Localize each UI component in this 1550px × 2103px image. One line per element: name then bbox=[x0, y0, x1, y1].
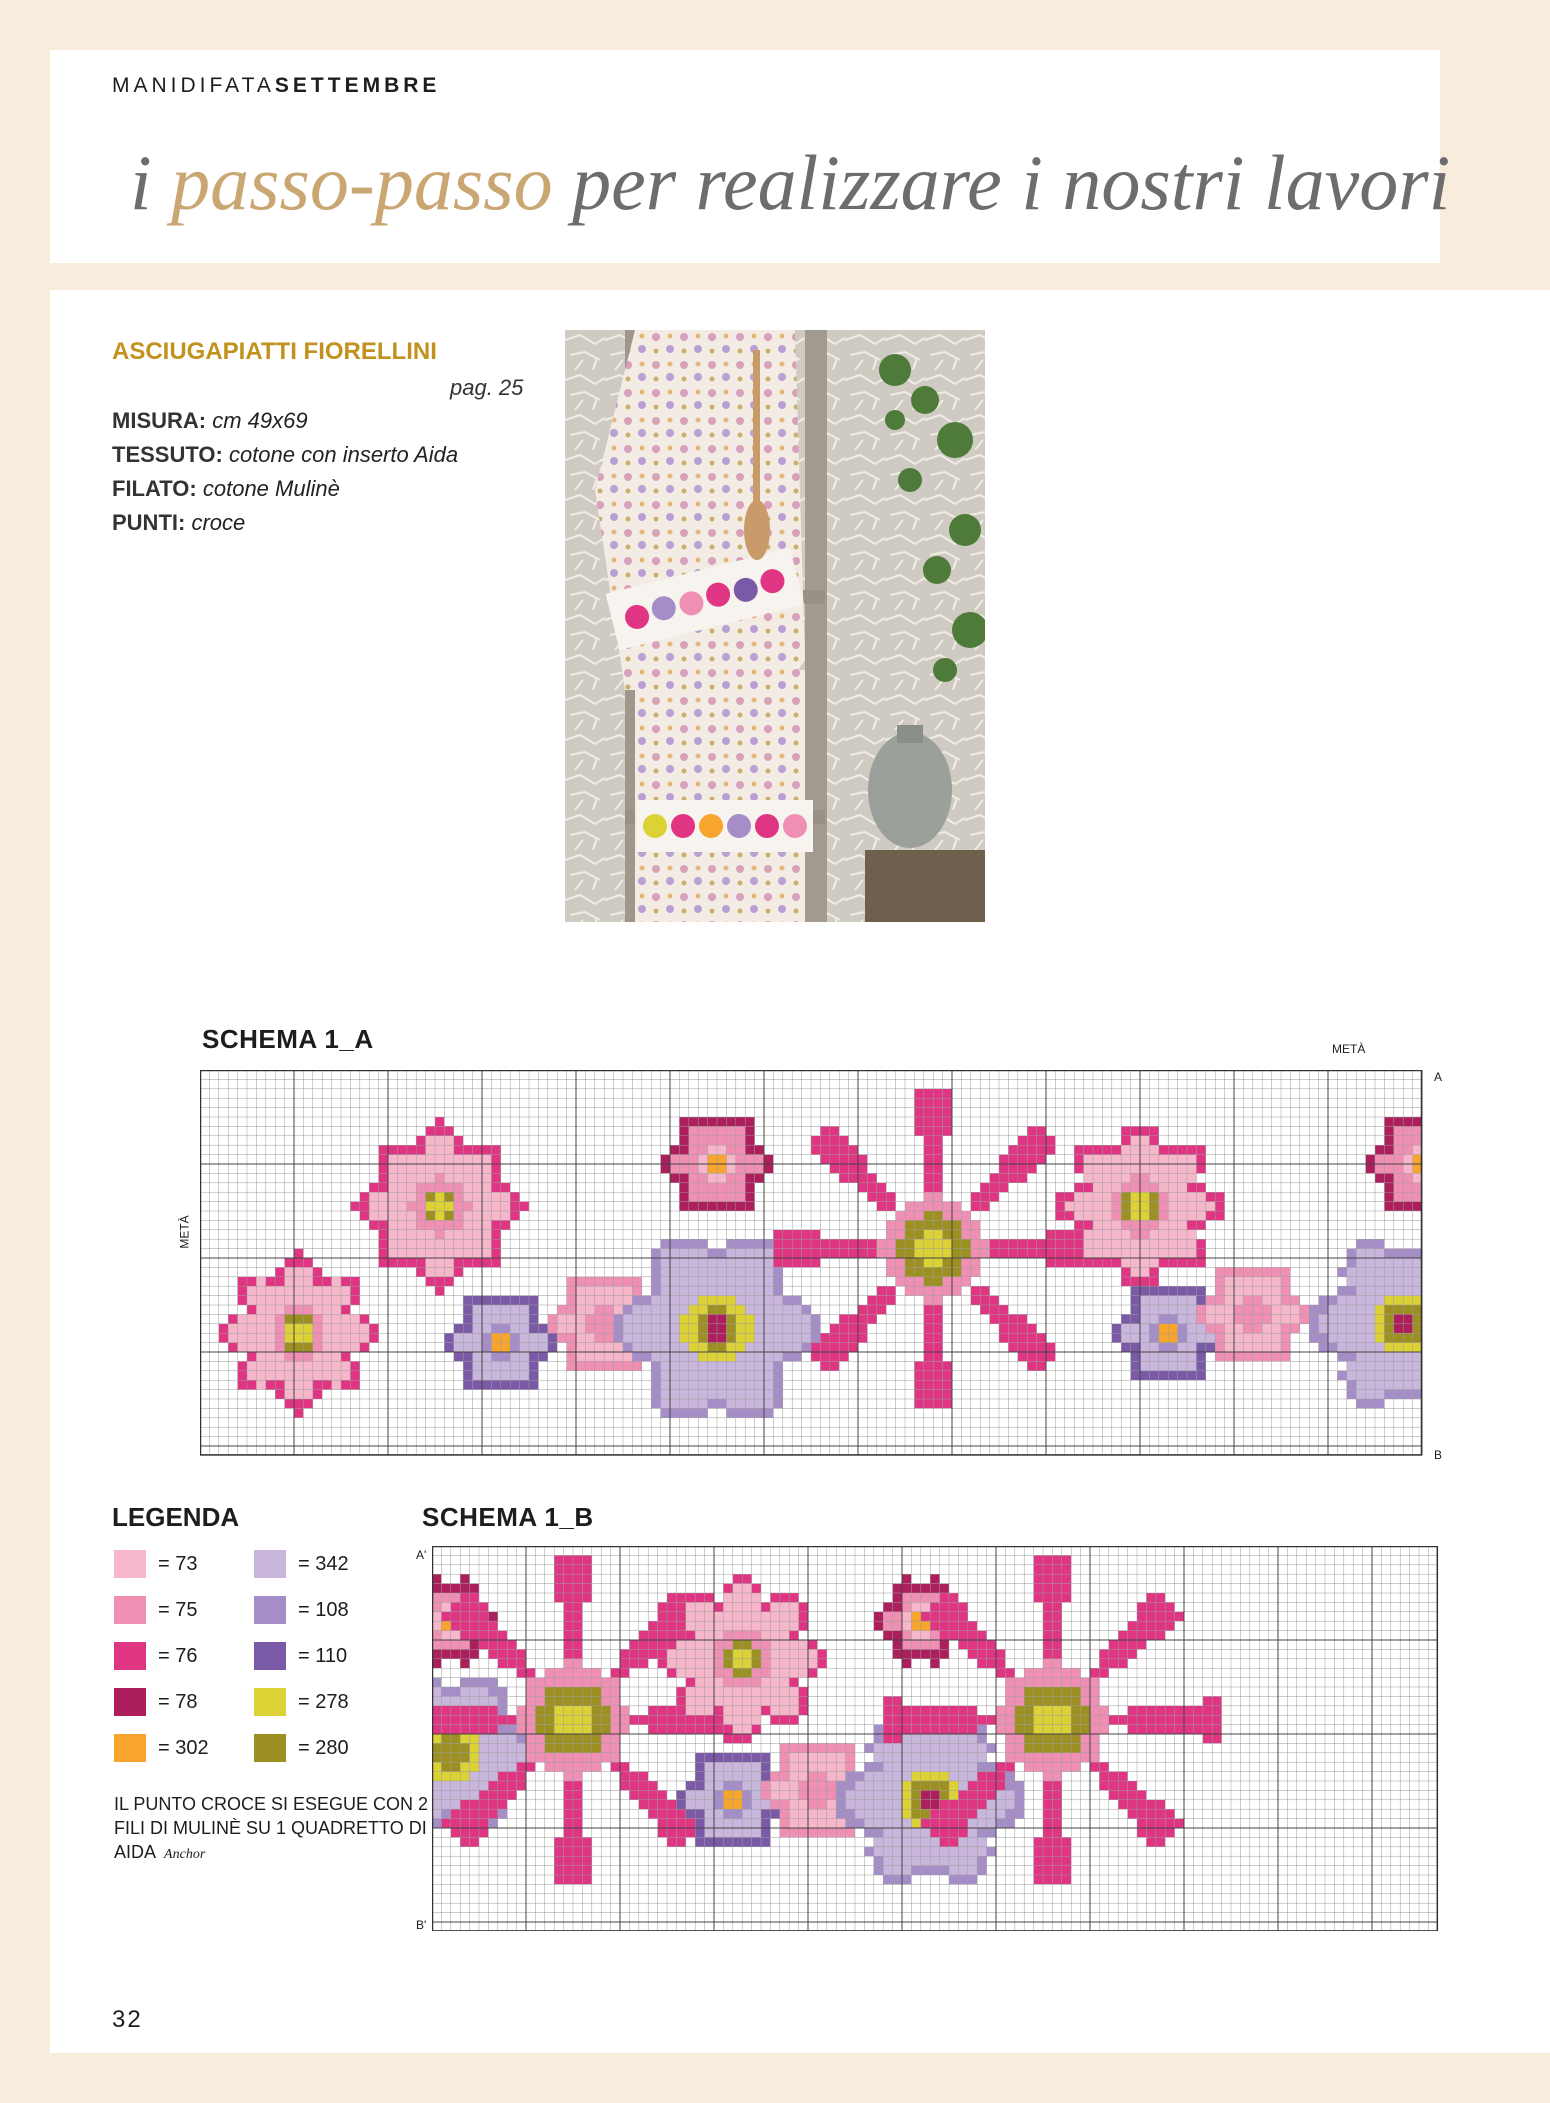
towel-photo bbox=[565, 330, 985, 922]
legend-item bbox=[254, 1688, 349, 1716]
schema-a-label-b: B bbox=[1434, 1448, 1443, 1462]
legend-item bbox=[114, 1688, 197, 1716]
legend-swatch bbox=[254, 1734, 286, 1762]
legend-code: = 78 bbox=[158, 1690, 198, 1713]
legend-item bbox=[114, 1642, 197, 1670]
legend-code: = 342 bbox=[298, 1552, 349, 1575]
legend-code: = 108 bbox=[298, 1598, 349, 1621]
legend-item bbox=[114, 1596, 197, 1624]
schema-b-label-a: A' bbox=[416, 1548, 427, 1562]
schema-b-label-b: B' bbox=[416, 1918, 427, 1932]
legend-item bbox=[254, 1642, 347, 1670]
spec-fabric: TESSUTO: cotone con inserto Aida bbox=[112, 442, 459, 467]
title-post: per realizzare i nostri lavori bbox=[552, 139, 1451, 226]
article-title: ASCIUGAPIATTI FIORELLINI bbox=[112, 338, 437, 365]
legend-swatch bbox=[254, 1688, 286, 1716]
legend-item bbox=[254, 1596, 349, 1624]
schema-a-title: SCHEMA 1_A bbox=[202, 1024, 374, 1054]
magazine-name-light: MANIDIFATA bbox=[112, 74, 275, 97]
spec-size: MISURA: cm 49x69 bbox=[112, 408, 308, 433]
schema-a-chart bbox=[200, 1070, 1430, 1460]
legend-code: = 302 bbox=[158, 1736, 209, 1759]
legend-code: = 280 bbox=[298, 1736, 349, 1759]
legend-swatch bbox=[114, 1734, 146, 1762]
legend-swatch bbox=[114, 1642, 146, 1670]
legend-code: = 73 bbox=[158, 1552, 198, 1575]
anchor-logo: Anchor bbox=[164, 1847, 206, 1862]
legend-note-text: IL PUNTO CROCE SI ESEGUE CON 2 FILI DI MULINÈ SU 1 QUADRETTO DI AIDA bbox=[114, 1794, 429, 1862]
magazine-month: SETTEMBRE bbox=[274, 74, 441, 97]
legend-swatch bbox=[254, 1642, 286, 1670]
legend-item bbox=[114, 1550, 197, 1578]
page-header bbox=[50, 50, 1451, 263]
legend-note bbox=[114, 1792, 434, 1867]
magazine-name bbox=[112, 74, 440, 98]
legend-swatch bbox=[114, 1688, 146, 1716]
legend-code: = 278 bbox=[298, 1690, 349, 1713]
title-accent: passo-passo bbox=[171, 139, 553, 226]
schema-b-title: SCHEMA 1_B bbox=[422, 1502, 594, 1532]
legend-title: LEGENDA bbox=[112, 1502, 240, 1532]
spec-yarn: FILATO: cotone Mulinè bbox=[112, 476, 340, 501]
page-title bbox=[130, 138, 1450, 228]
legend-item bbox=[254, 1734, 349, 1762]
title-pre: i bbox=[130, 139, 172, 226]
schema-a-label-a: A bbox=[1434, 1070, 1443, 1084]
schema-b-chart bbox=[432, 1546, 1442, 1931]
page-number: 32 bbox=[112, 2006, 143, 2033]
legend-code: = 76 bbox=[158, 1644, 198, 1667]
legend-swatch bbox=[254, 1596, 286, 1624]
page-reference: pag. 25 bbox=[450, 375, 524, 400]
legend-swatch bbox=[254, 1550, 286, 1578]
schema-a-meta-left: METÀ bbox=[177, 1215, 192, 1249]
spec-stitch: PUNTI: croce bbox=[112, 510, 246, 535]
legend-swatch bbox=[114, 1596, 146, 1624]
legend-code: = 110 bbox=[298, 1644, 348, 1667]
legend-code: = 75 bbox=[158, 1598, 198, 1621]
schema-a-meta-top: METÀ bbox=[1332, 1042, 1366, 1056]
legend-swatch bbox=[114, 1550, 146, 1578]
legend-item bbox=[114, 1734, 209, 1762]
page-body bbox=[50, 290, 1550, 2053]
legend-item bbox=[254, 1550, 349, 1578]
